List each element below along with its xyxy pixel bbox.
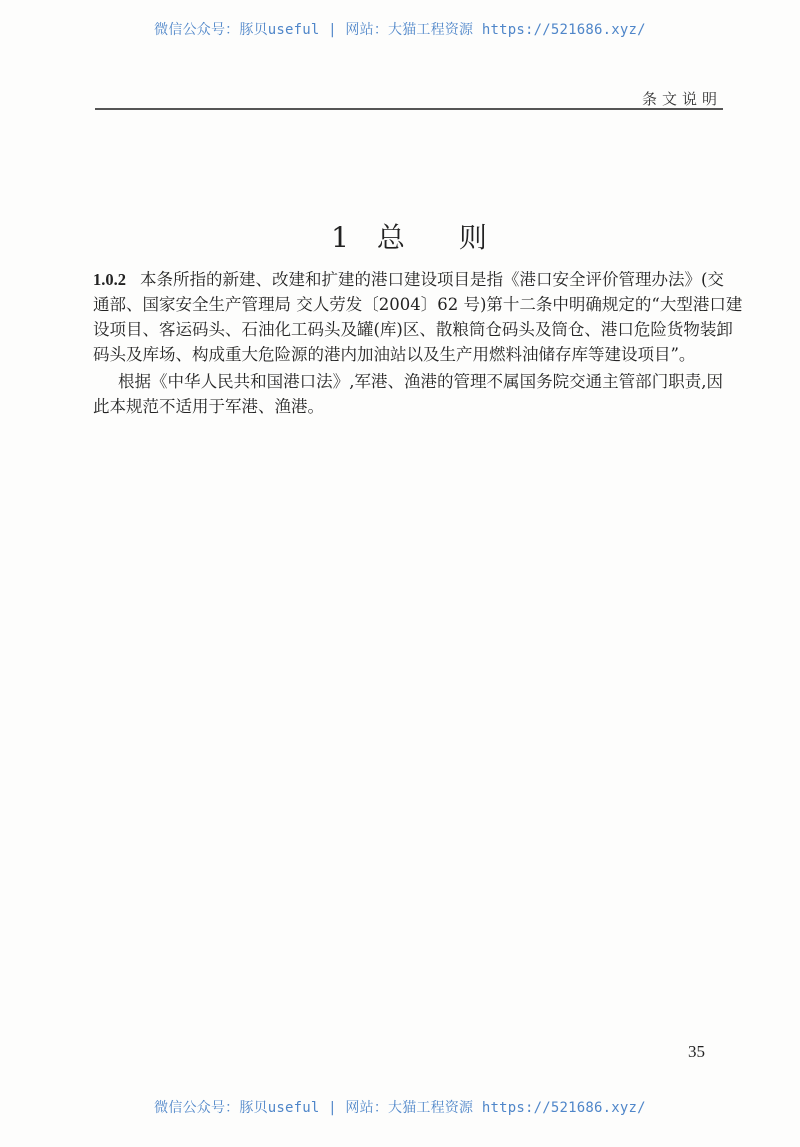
watermark-top: 微信公众号：豚贝useful | 网站：大猫工程资源 https://521686.xyz/ [154, 22, 646, 38]
paragraph-line: 根据《中华人民共和国港口法》,军港、渔港的管理不属国务院交通主管部门职责,因 [118, 372, 723, 391]
chapter-title [0, 216, 800, 256]
chapter-number: 1 [331, 221, 349, 254]
clause-text: 本条所指的新建、改建和扩建的港口建设项目是指《港口安全评价管理办法》(交 [140, 270, 724, 289]
paragraph-line: 此本规范不适用于军港、渔港。 [93, 397, 324, 416]
running-header: 条文说明 [641, 90, 722, 108]
clause-number: 1.0.2 [93, 270, 126, 289]
clause-line [93, 268, 723, 292]
chapter-title-char-1: 总 [376, 221, 405, 254]
watermark-bottom: 微信公众号：豚贝useful | 网站：大猫工程资源 https://521686.xyz/ [154, 1100, 646, 1116]
page-number: 35 [688, 1042, 705, 1061]
header-rule [95, 108, 723, 110]
chapter-title-char-2: 则 [458, 221, 487, 254]
clause-line: 设项目、客运码头、石油化工码头及罐(库)区、散粮筒仓码头及筒仓、港口危险货物装卸 [93, 320, 733, 339]
clause-line: 码头及库场、构成重大危险源的港内加油站以及生产用燃料油储存库等建设项目”。 [93, 345, 696, 364]
clause-line: 通部、国家安全生产管理局 交人劳发〔2004〕62 号)第十二条中明确规定的“大型港口建 [93, 295, 743, 314]
